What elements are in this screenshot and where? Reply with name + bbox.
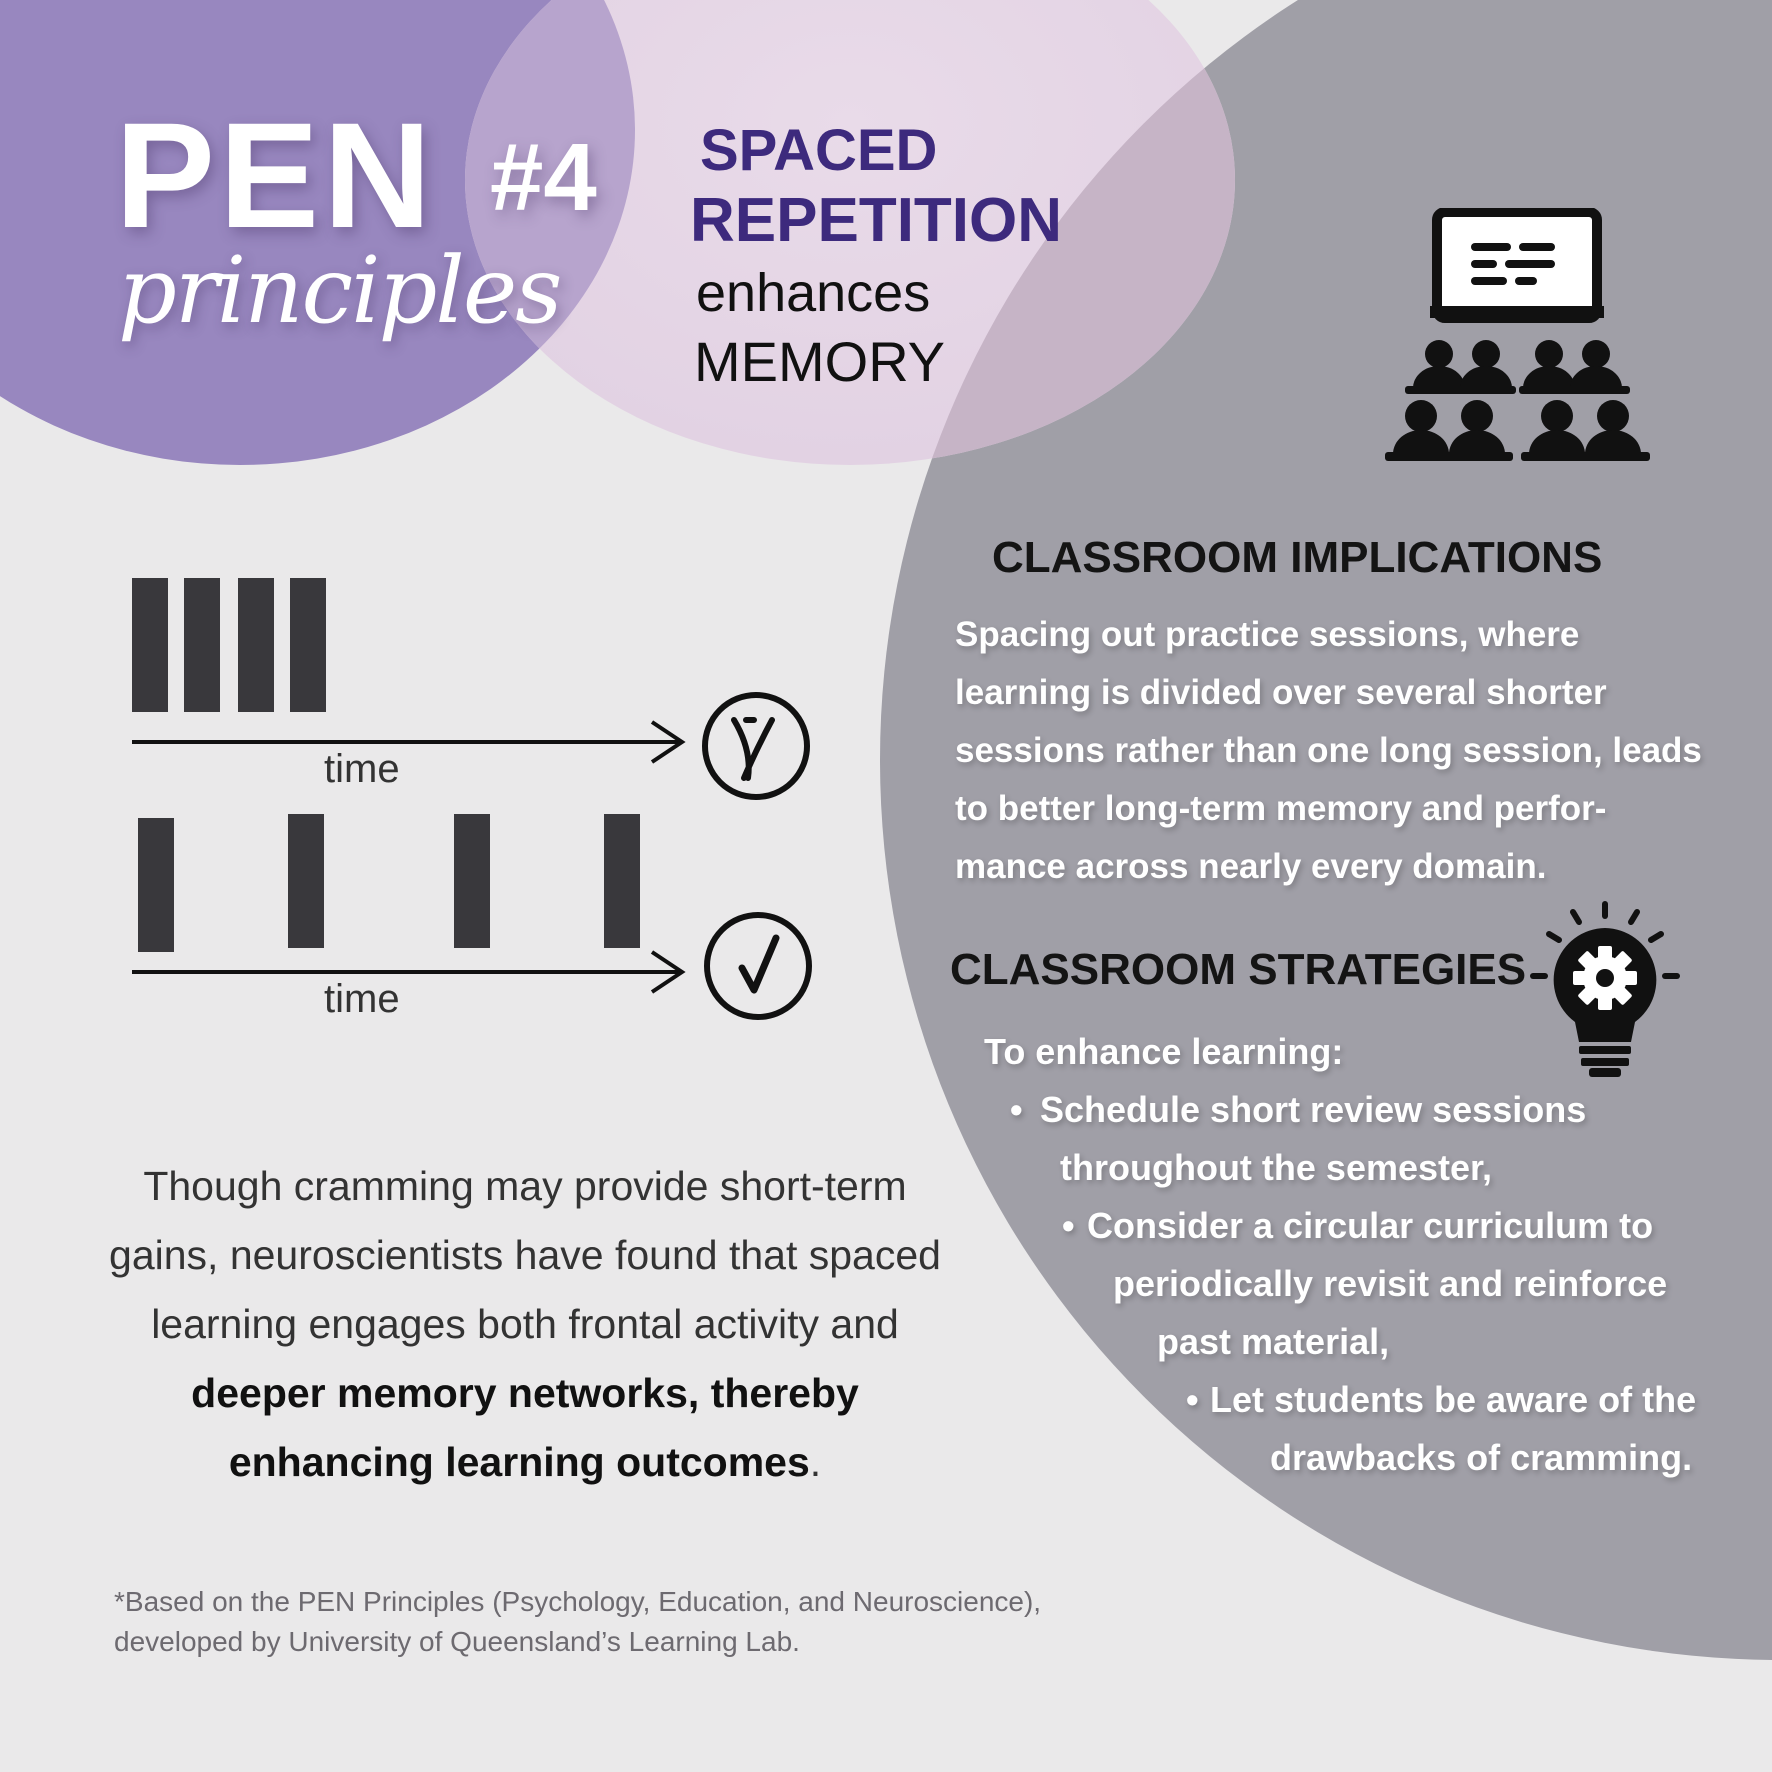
cross-circle-icon: [705, 695, 807, 797]
title-line-1: SPACED: [700, 118, 938, 183]
massed-practice-diagram: [120, 570, 820, 810]
massed-bar: [132, 578, 168, 712]
strategy-bullet-3-line-2: drawbacks of cramming.: [1270, 1437, 1693, 1478]
lightbulb-gear-icon: [1525, 898, 1685, 1080]
footnote-line-1: *Based on the PEN Principles (Psychology, Education, and Neuroscience),: [114, 1586, 1042, 1617]
massed-bar: [184, 578, 220, 712]
spaced-bar: [604, 814, 640, 948]
title-line-2: REPETITION: [690, 186, 1063, 255]
footnote-line-2: developed by University of Queensland’s Learning Lab.: [114, 1626, 800, 1657]
arrow-icon: [132, 952, 682, 992]
body-line-5-end: .: [809, 1439, 822, 1485]
body-line-4: deeper memory networks, thereby: [191, 1370, 859, 1416]
strategy-bullet-1-line-2: throughout the semester,: [1060, 1147, 1493, 1188]
spaced-bar: [288, 814, 324, 948]
strategy-bullet-2-line-2: periodically revisit and reinforce: [1113, 1263, 1668, 1304]
strategy-bullet-1-line-1: Schedule short review sessions: [1040, 1089, 1587, 1130]
massed-bar: [290, 578, 326, 712]
strategy-bullet-3-line-1: Let students be aware of the: [1210, 1379, 1697, 1420]
spaced-bar: [454, 814, 490, 948]
subtitle-line-2: MEMORY: [694, 330, 945, 393]
classroom-icon: [1385, 208, 1650, 470]
spaced-practice-diagram: [120, 800, 820, 1030]
arrow-icon: [132, 722, 682, 762]
spaced-bar: [138, 818, 174, 952]
brand-title: PEN: [115, 91, 436, 259]
body-line-1: Though cramming may provide short-term: [143, 1163, 907, 1209]
strategies-heading: CLASSROOM STRATEGIES: [950, 945, 1527, 994]
subtitle-line-1: enhances: [696, 263, 931, 323]
strategy-bullet-2-line-1: Consider a circular curriculum to: [1087, 1205, 1654, 1246]
bullet-dot: •: [1010, 1089, 1023, 1130]
strategies-intro: To enhance learning:: [984, 1031, 1344, 1072]
implications-body: Spacing out practice sessions, where learning is divided over several shorter sessions rather than one long session, leads to better long-term memory and perfor-mance across nearly every domain.: [955, 615, 1702, 886]
body-paragraph: [80, 1152, 970, 1497]
body-line-5-bold: enhancing learning outcomes: [228, 1439, 810, 1485]
check-circle-icon: [707, 915, 809, 1017]
implications-heading: CLASSROOM IMPLICATIONS: [992, 533, 1603, 582]
bullet-dot: •: [1186, 1379, 1199, 1420]
spaced-time-label: time: [324, 977, 400, 1021]
footnote: [114, 1582, 1164, 1662]
massed-time-label: time: [324, 747, 400, 791]
brand-script: principles: [118, 237, 561, 344]
principle-number: #4: [490, 124, 597, 231]
body-line-2: gains, neuroscientists have found that spaced: [109, 1232, 941, 1278]
strategy-bullet-2-line-3: past material,: [1157, 1321, 1390, 1362]
body-line-3: learning engages both frontal activity and: [151, 1301, 899, 1347]
bullet-dot: •: [1062, 1205, 1075, 1246]
massed-bar: [238, 578, 274, 712]
body-line-5: [80, 1428, 970, 1497]
